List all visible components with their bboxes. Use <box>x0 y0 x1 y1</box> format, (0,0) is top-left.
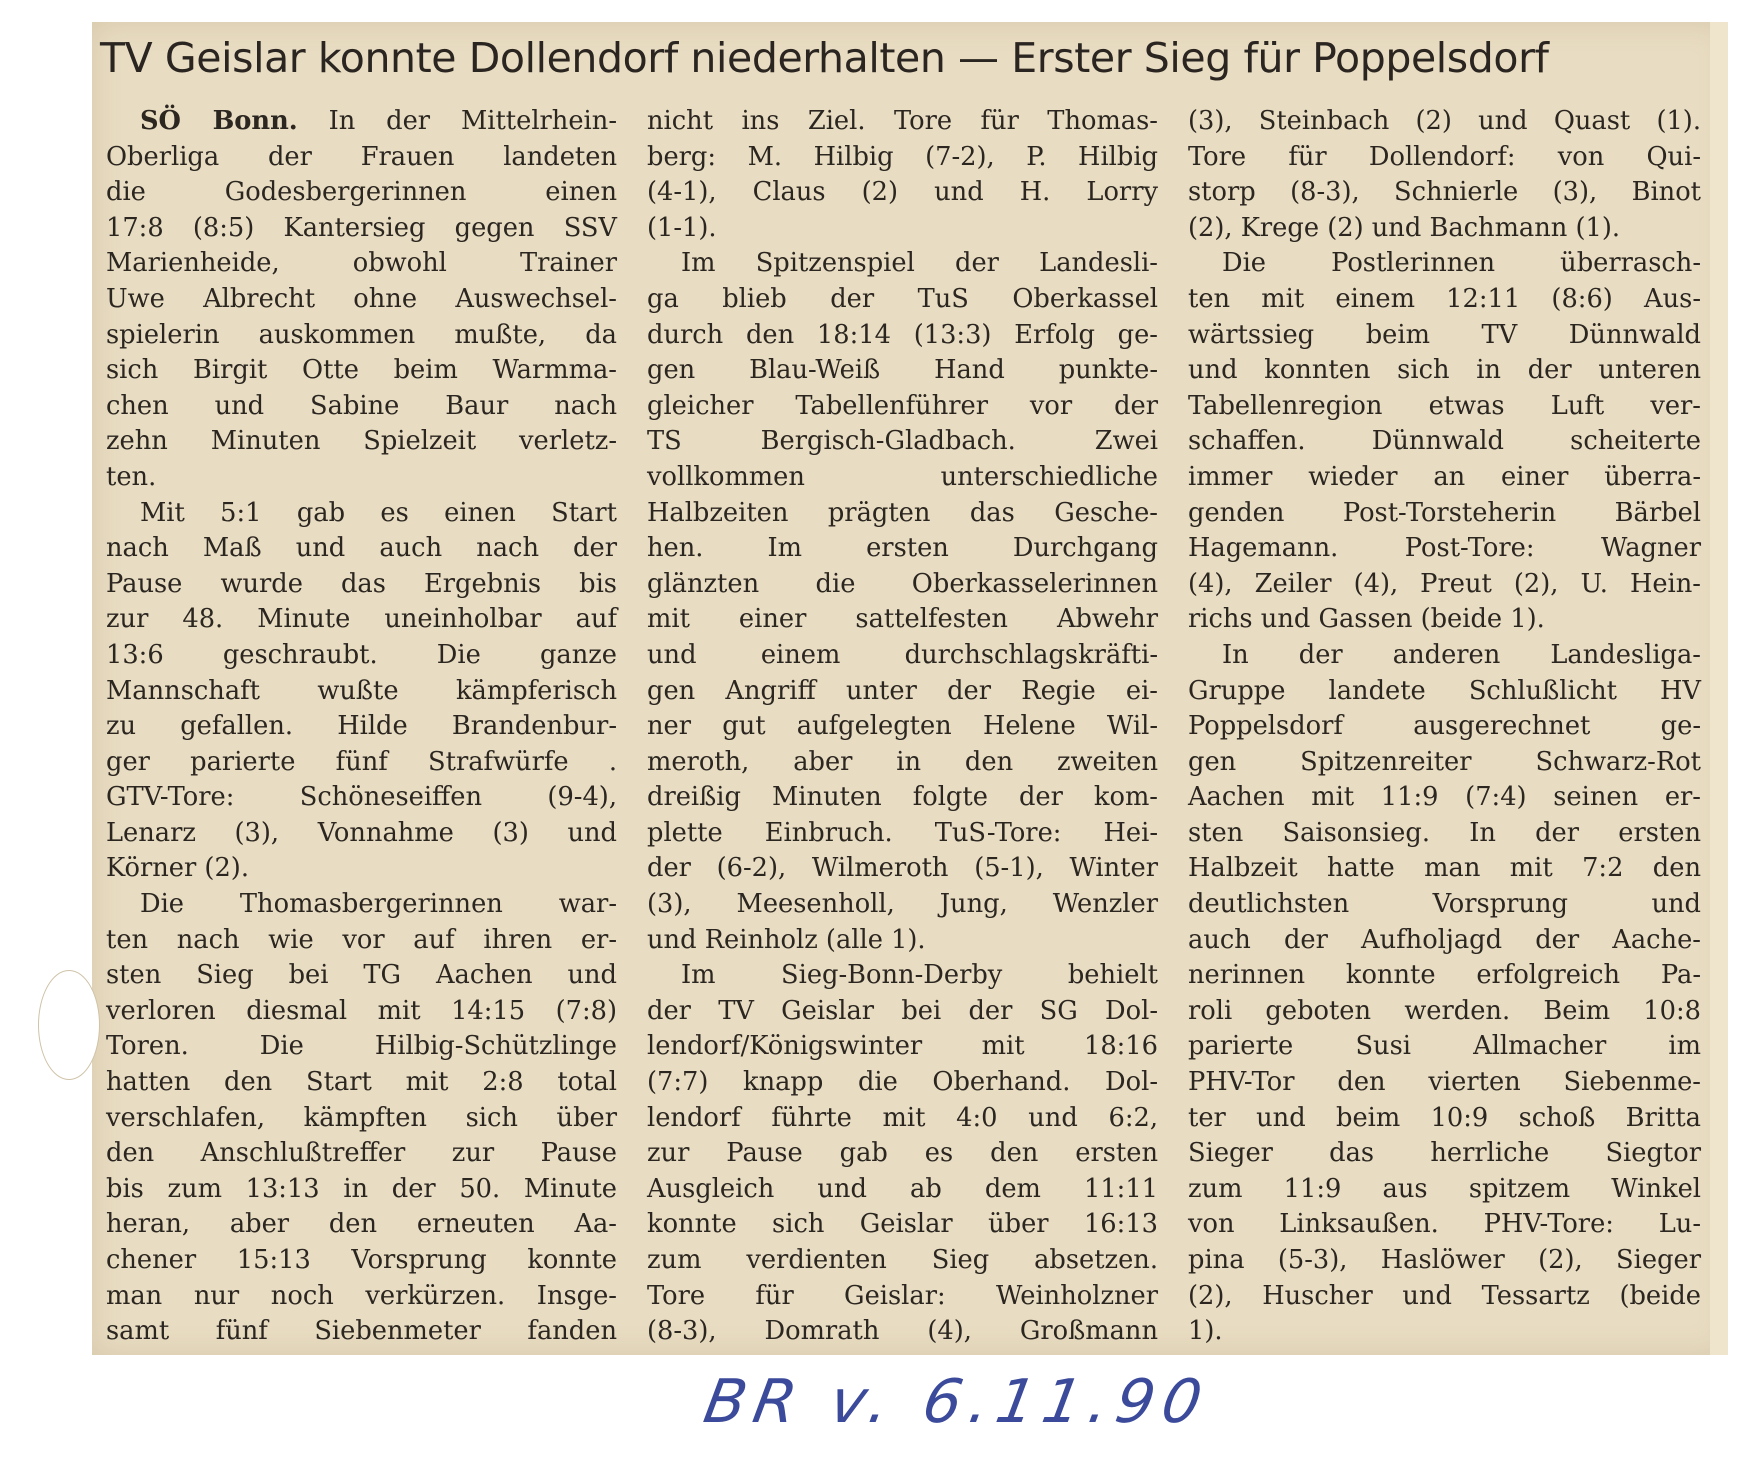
line-text: ten nach wie vor auf ihren er- <box>106 924 617 955</box>
text-line <box>106 780 617 816</box>
line-text: Toren. Die Hilbig-Schützlinge <box>106 1031 617 1062</box>
text-line <box>106 282 617 318</box>
text-line <box>647 1065 1158 1101</box>
text-line <box>1188 1136 1701 1172</box>
line-text: 13:6 geschraubt. Die ganze <box>106 639 617 670</box>
text-line <box>647 887 1158 923</box>
text-line <box>106 1207 617 1243</box>
punched-hole <box>38 970 100 1080</box>
line-text: Tabellenregion etwas Luft ver- <box>1188 390 1701 421</box>
text-line <box>647 1207 1158 1243</box>
text-line <box>1188 1101 1701 1137</box>
line-text: immer wieder an einer überra- <box>1188 461 1701 492</box>
text-line <box>647 282 1158 318</box>
line-text: verschlafen, kämpften sich über <box>106 1102 617 1133</box>
article-headline: TV Geislar konnte Dollendorf niederhalten — Erster Sieg für Poppelsdorf <box>100 34 1549 82</box>
text-line <box>106 424 617 460</box>
text-line <box>106 638 617 674</box>
text-line <box>106 958 617 994</box>
text-line <box>1188 1029 1701 1065</box>
text-line <box>1188 923 1701 959</box>
line-text: lendorf führte mit 4:0 und 6:2, <box>647 1102 1158 1133</box>
text-line <box>1188 424 1701 460</box>
line-text: Tore für Geislar: Weinholzner <box>647 1280 1158 1311</box>
text-line <box>1188 460 1701 496</box>
line-text: parierte Susi Allmacher im <box>1188 1031 1701 1062</box>
line-text: (4), Zeiler (4), Preut (2), U. Hein- <box>1188 568 1701 599</box>
line-text: ter und beim 10:9 schoß Britta <box>1188 1102 1701 1133</box>
text-line <box>1188 638 1701 674</box>
line-text: schaffen. Dünnwald scheiterte <box>1188 426 1701 457</box>
text-line <box>647 318 1158 354</box>
text-line <box>106 460 617 496</box>
text-line <box>647 638 1158 674</box>
text-line <box>106 318 617 354</box>
text-line <box>106 531 617 567</box>
line-text: hatten den Start mit 2:8 total <box>106 1067 617 1098</box>
line-text: bis zum 13:13 in der 50. Minute <box>106 1173 617 1204</box>
text-line <box>106 389 617 425</box>
line-text: die Godesbergerinnen einen <box>106 177 617 208</box>
text-line <box>1188 318 1701 354</box>
line-text: durch den 18:14 (13:3) Erfolg ge- <box>647 319 1158 350</box>
line-text: nach Maß und auch nach der <box>106 533 617 564</box>
text-line <box>647 246 1158 282</box>
text-line <box>1188 496 1701 532</box>
text-line <box>1188 211 1701 247</box>
line-text: dreißig Minuten folgte der kom- <box>647 782 1158 813</box>
text-line <box>1188 140 1701 176</box>
line-text: der TV Geislar bei der SG Dol- <box>647 995 1158 1026</box>
line-text: zu gefallen. Hilde Brandenbur- <box>106 711 617 742</box>
text-line <box>1188 531 1701 567</box>
text-line <box>647 1136 1158 1172</box>
text-line <box>647 175 1158 211</box>
line-text: Halbzeiten prägten das Gesche- <box>647 497 1158 528</box>
text-line <box>1188 104 1701 140</box>
text-line <box>1188 1243 1701 1279</box>
line-text: richs und Gassen (beide 1). <box>1188 604 1545 635</box>
text-line <box>647 1314 1158 1350</box>
line-text: gen Angriff unter der Regie ei- <box>647 675 1158 706</box>
text-line <box>647 816 1158 852</box>
text-line <box>1188 887 1701 923</box>
line-text: heran, aber den erneuten Aa- <box>106 1209 617 1240</box>
article-column-1 <box>106 104 617 1354</box>
line-text: Oberliga der Frauen landeten <box>106 141 617 172</box>
line-text: Pause wurde das Ergebnis bis <box>106 568 617 599</box>
text-line <box>1188 602 1701 638</box>
line-text: Ausgleich und ab dem 11:11 <box>647 1173 1158 1204</box>
line-text: vollkommen unterschiedliche <box>647 461 1158 492</box>
line-text: sten Sieg bei TG Aachen und <box>106 960 617 991</box>
dateline: SÖ Bonn. <box>140 106 298 136</box>
text-line <box>1188 282 1701 318</box>
line-text: deutlichsten Vorsprung und <box>1188 889 1701 920</box>
line-text: (8-3), Domrath (4), Großmann <box>647 1316 1158 1347</box>
line-text: PHV-Tor den vierten Siebenme- <box>1188 1067 1701 1098</box>
line-text: und einem durchschlagskräfti- <box>647 639 1158 670</box>
text-line <box>1188 1172 1701 1208</box>
text-line <box>106 923 617 959</box>
text-line <box>106 602 617 638</box>
line-text: zum verdienten Sieg absetzen. <box>647 1245 1158 1275</box>
text-line <box>647 140 1158 176</box>
line-text: man nur noch verkürzen. Insge- <box>106 1280 617 1311</box>
text-line <box>647 745 1158 781</box>
line-text: Aachen mit 11:9 (7:4) seinen er- <box>1188 782 1701 813</box>
line-text: 17:8 (8:5) Kantersieg gegen SSV <box>106 212 617 243</box>
text-line <box>647 353 1158 389</box>
article-column-3 <box>1188 104 1701 1354</box>
line-text: von Linksaußen. PHV-Tore: Lu- <box>1188 1209 1701 1240</box>
text-line <box>1188 389 1701 425</box>
line-text: gleicher Tabellenführer vor der <box>647 390 1158 421</box>
line-text: zehn Minuten Spielzeit verletz- <box>106 426 617 457</box>
line-text: zur Pause gab es den ersten <box>647 1138 1158 1169</box>
text-line <box>1188 851 1701 887</box>
line-text: chener 15:13 Vorsprung konnte <box>106 1245 617 1275</box>
line-text: ner gut aufgelegten Helene Wil- <box>647 711 1158 742</box>
text-line <box>106 1029 617 1065</box>
line-text: zum 11:9 aus spitzem Winkel <box>1188 1173 1701 1204</box>
text-line <box>647 674 1158 710</box>
text-line <box>1188 175 1701 211</box>
line-text: sten Saisonsieg. In der ersten <box>1188 817 1701 848</box>
clipping-torn-edge <box>1710 22 1728 1355</box>
line-text: hen. Im ersten Durchgang <box>647 533 1158 564</box>
line-text: Die Postlerinnen überrasch- <box>1222 248 1701 279</box>
text-line <box>647 851 1158 887</box>
line-text: gen Spitzenreiter Schwarz-Rot <box>1188 746 1701 777</box>
line-text: ga blieb der TuS Oberkassel <box>647 283 1158 314</box>
text-line <box>647 602 1158 638</box>
handwritten-date-note: BR v. 6.11.90 <box>698 1367 1215 1437</box>
line-text: (2), Krege (2) und Bachmann (1). <box>1188 212 1621 243</box>
line-text: und Reinholz (alle 1). <box>647 924 926 955</box>
line-text: Mannschaft wußte kämpferisch <box>106 675 617 706</box>
line-text: GTV-Tore: Schöneseiffen (9-4), <box>106 782 617 813</box>
line-text: 1). <box>1188 1316 1223 1347</box>
text-line <box>106 1314 617 1350</box>
line-text: Lenarz (3), Vonnahme (3) und <box>106 817 617 848</box>
line-text: (7:7) knapp die Oberhand. Dol- <box>647 1067 1158 1098</box>
text-line <box>647 780 1158 816</box>
line-text: Im Sieg-Bonn-Derby behielt <box>681 960 1158 991</box>
line-text: meroth, aber in den zweiten <box>647 746 1158 777</box>
text-line <box>647 958 1158 994</box>
line-text: zur 48. Minute uneinholbar auf <box>106 604 617 635</box>
text-line <box>1188 1065 1701 1101</box>
line-text: Halbzeit hatte man mit 7:2 den <box>1188 853 1701 884</box>
line-text: ger parierte fünf Strafwürfe . <box>106 746 617 777</box>
text-line <box>106 994 617 1030</box>
line-text: Marienheide, obwohl Trainer <box>106 248 617 279</box>
line-text: wärtssieg beim TV Dünnwald <box>1188 319 1701 350</box>
line-text: Tore für Dollendorf: von Qui- <box>1188 141 1701 172</box>
text-line <box>106 175 617 211</box>
text-line <box>1188 1207 1701 1243</box>
line-text: ten. <box>106 461 157 492</box>
text-line <box>106 1065 617 1101</box>
text-line <box>1188 709 1701 745</box>
line-text: plette Einbruch. TuS-Tore: Hei- <box>647 817 1158 848</box>
line-text: storp (8-3), Schnierle (3), Binot <box>1188 177 1701 208</box>
line-text: spielerin auskommen mußte, da <box>106 319 617 350</box>
text-line <box>647 1172 1158 1208</box>
line-text: Mit 5:1 gab es einen Start <box>140 497 617 528</box>
text-line <box>647 1029 1158 1065</box>
text-line <box>647 1243 1158 1279</box>
text-line <box>647 1101 1158 1137</box>
line-text: ten mit einem 12:11 (8:6) Aus- <box>1188 283 1701 314</box>
line-text: Sieger das herrliche Siegtor <box>1188 1138 1701 1169</box>
text-line <box>1188 674 1701 710</box>
line-text: nerinnen konnte erfolgreich Pa- <box>1188 960 1701 991</box>
line-text: chen und Sabine Baur nach <box>106 390 617 421</box>
text-line <box>1188 353 1701 389</box>
text-line <box>647 994 1158 1030</box>
text-line <box>1188 246 1701 282</box>
text-line <box>106 1279 617 1315</box>
line-text: Hagemann. Post-Tore: Wagner <box>1188 533 1701 564</box>
line-text: Im Spitzenspiel der Landesli- <box>681 248 1158 279</box>
line-text: (4-1), Claus (2) und H. Lorry <box>647 177 1158 208</box>
line-text: In der anderen Landesliga- <box>1222 639 1701 670</box>
text-line <box>1188 994 1701 1030</box>
line-text: den Anschlußtreffer zur Pause <box>106 1138 617 1169</box>
text-line <box>647 389 1158 425</box>
line-text: Die Thomasbergerinnen war- <box>140 889 617 920</box>
line-text: (3), Meesenholl, Jung, Wenzler <box>647 889 1158 920</box>
line-text: mit einer sattelfesten Abwehr <box>647 604 1158 635</box>
text-line <box>647 1279 1158 1315</box>
text-line <box>106 246 617 282</box>
text-line <box>647 709 1158 745</box>
line-text: verloren diesmal mit 14:15 (7:8) <box>106 995 617 1026</box>
text-line <box>647 424 1158 460</box>
text-line <box>647 531 1158 567</box>
line-text: gen Blau-Weiß Hand punkte- <box>647 355 1158 386</box>
line-text: (3), Steinbach (2) und Quast (1). <box>1188 106 1701 136</box>
text-line <box>647 496 1158 532</box>
line-text: berg: M. Hilbig (7-2), P. Hilbig <box>647 141 1158 172</box>
line-text: Gruppe landete Schlußlicht HV <box>1188 675 1701 706</box>
text-line <box>106 851 617 887</box>
line-text: In der Mittelrhein- <box>297 106 617 136</box>
text-line <box>1188 780 1701 816</box>
text-line <box>1188 1314 1701 1350</box>
text-line <box>106 353 617 389</box>
text-line <box>106 496 617 532</box>
text-line <box>106 674 617 710</box>
line-text: nicht ins Ziel. Tore für Thomas- <box>647 106 1158 136</box>
line-text: genden Post-Torsteherin Bärbel <box>1188 497 1701 528</box>
text-line <box>106 1243 617 1279</box>
line-text: pina (5-3), Haslöwer (2), Sieger <box>1188 1245 1701 1275</box>
text-line <box>106 887 617 923</box>
line-text: Uwe Albrecht ohne Auswechsel- <box>106 283 617 314</box>
text-line <box>106 567 617 603</box>
line-text: sich Birgit Otte beim Warmma- <box>106 355 617 386</box>
text-line <box>106 745 617 781</box>
text-line <box>106 1172 617 1208</box>
text-line <box>1188 745 1701 781</box>
text-line <box>106 211 617 247</box>
text-line <box>647 567 1158 603</box>
line-text: (1-1). <box>647 212 717 243</box>
text-line <box>1188 567 1701 603</box>
line-text: auch der Aufholjagd der Aache- <box>1188 924 1701 955</box>
text-line <box>647 460 1158 496</box>
line-text: der (6-2), Wilmeroth (5-1), Winter <box>647 853 1158 884</box>
text-line <box>1188 958 1701 994</box>
line-text: glänzten die Oberkasselerinnen <box>647 568 1158 599</box>
text-line <box>1188 816 1701 852</box>
text-line <box>106 816 617 852</box>
line-text: samt fünf Siebenmeter fanden <box>106 1316 617 1347</box>
line-text: lendorf/Königswinter mit 18:16 <box>647 1031 1158 1062</box>
line-text: TS Bergisch-Gladbach. Zwei <box>647 426 1158 457</box>
text-line <box>106 709 617 745</box>
text-line <box>647 104 1158 140</box>
line-text: Poppelsdorf ausgerechnet ge- <box>1188 711 1701 742</box>
line-text: und konnten sich in der unteren <box>1188 355 1701 386</box>
line-text: konnte sich Geislar über 16:13 <box>647 1209 1158 1240</box>
line-text: roli geboten werden. Beim 10:8 <box>1188 995 1701 1026</box>
line-text: Körner (2). <box>106 853 249 884</box>
line-text: (2), Huscher und Tessartz (beide <box>1188 1280 1701 1311</box>
text-line <box>106 140 617 176</box>
text-line <box>106 1101 617 1137</box>
text-line <box>647 211 1158 247</box>
text-line <box>106 104 617 140</box>
text-line <box>1188 1279 1701 1315</box>
text-line <box>647 923 1158 959</box>
article-column-2 <box>647 104 1158 1354</box>
text-line <box>106 1136 617 1172</box>
